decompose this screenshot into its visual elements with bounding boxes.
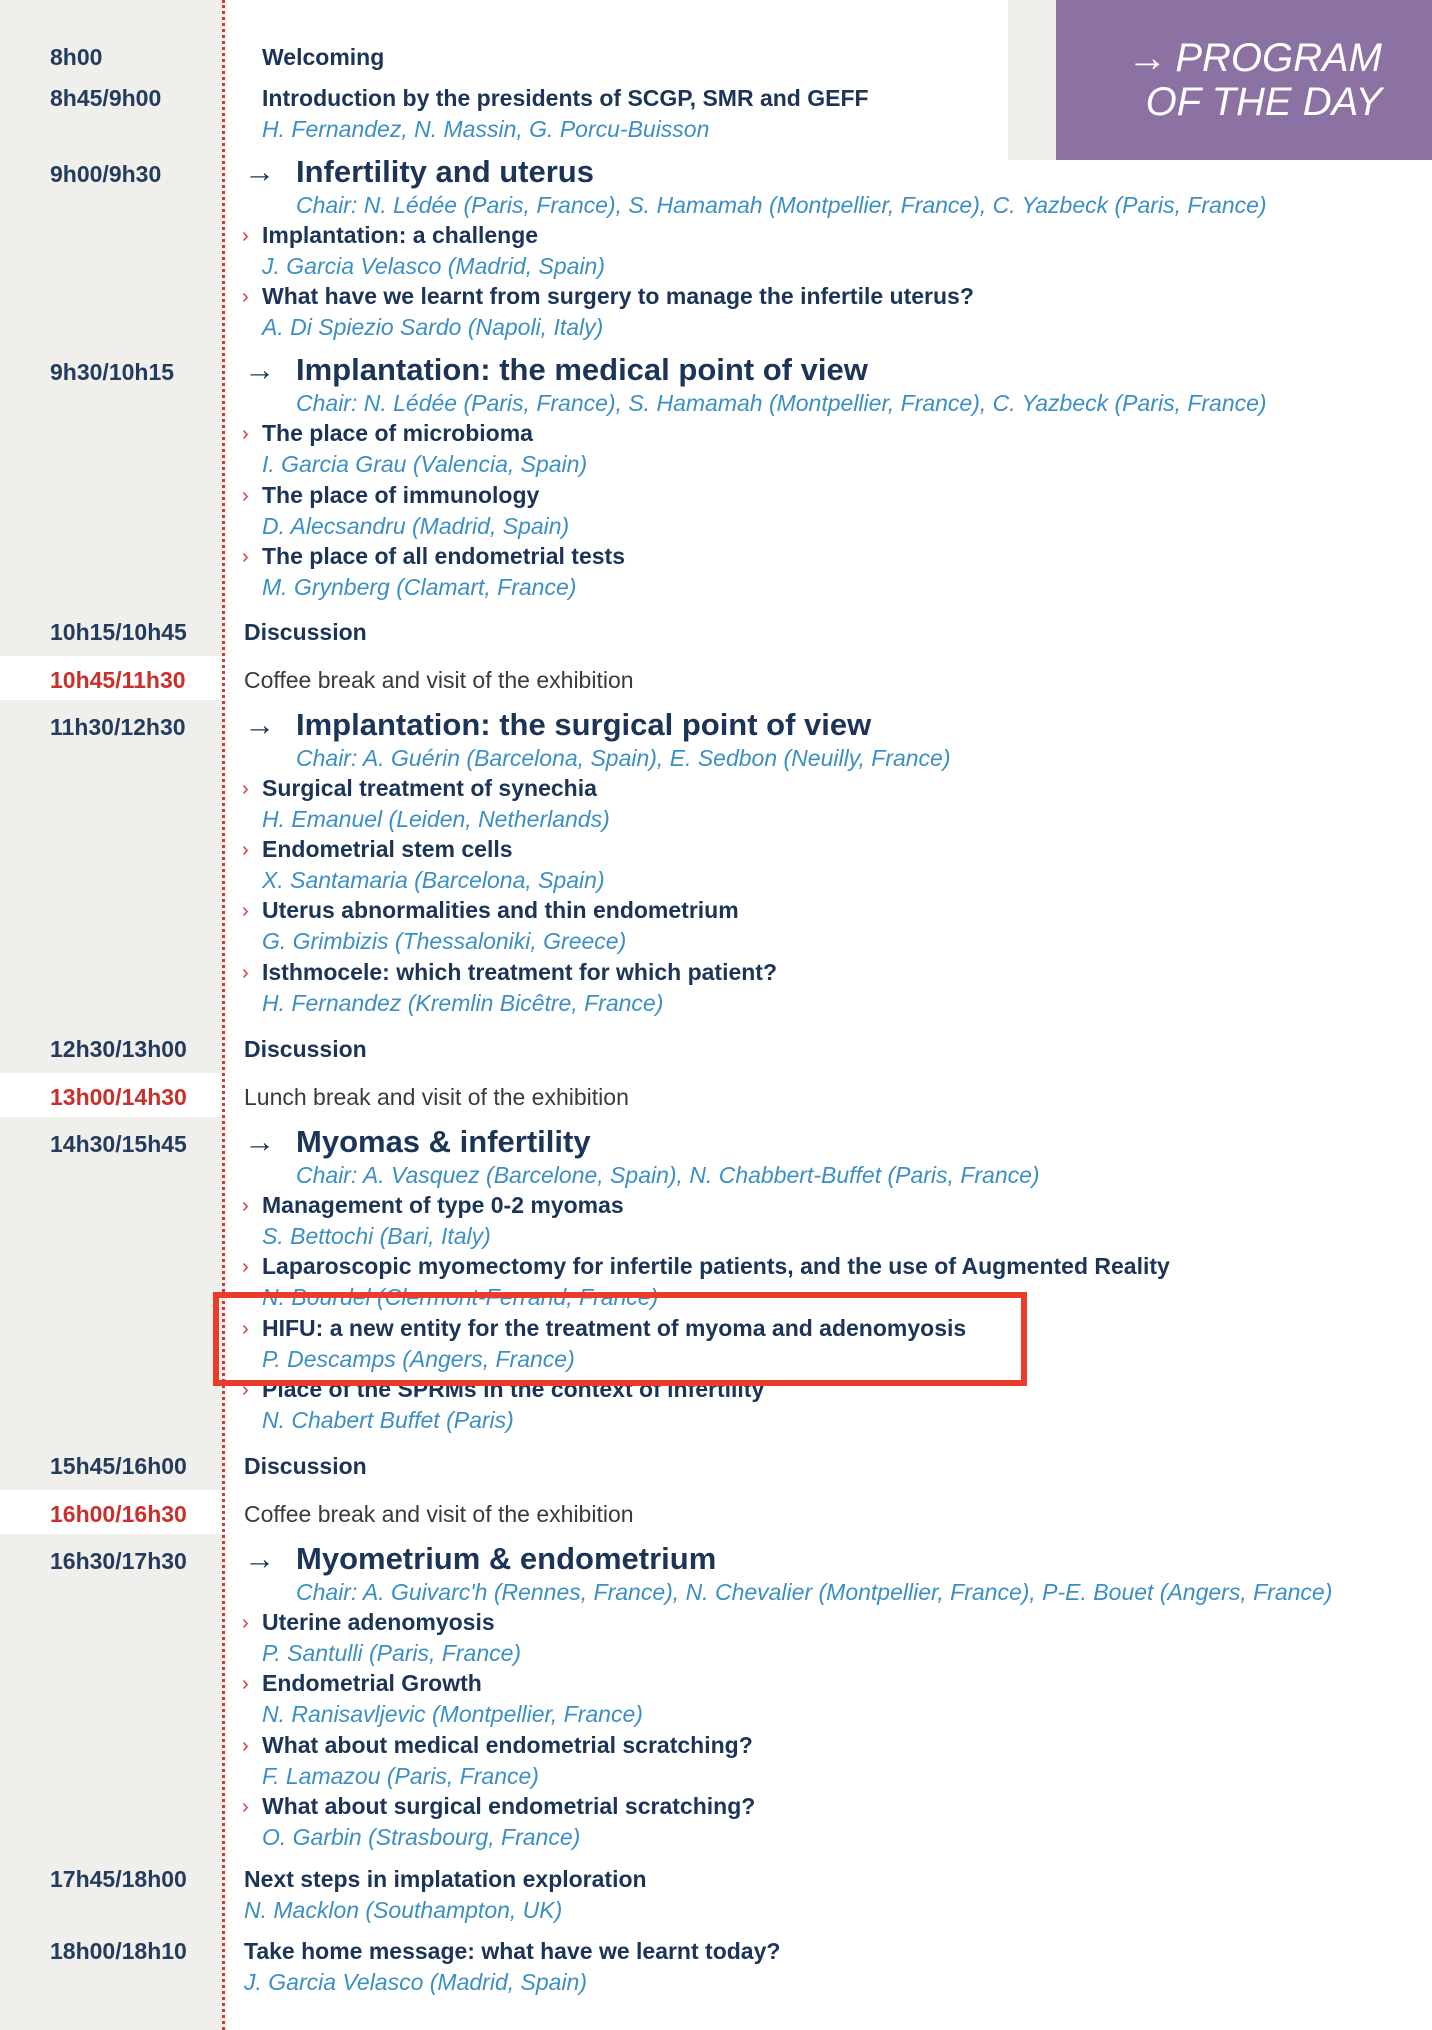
talk-title: Management of type 0-2 myomas: [262, 1192, 624, 1218]
chevron-right-icon: ›: [242, 485, 249, 507]
talk-title: The place of microbioma: [262, 420, 533, 446]
talk-speaker: X. Santamaria (Barcelona, Spain): [262, 867, 605, 893]
session-heading: [244, 707, 871, 743]
timeline-dotted-line: [222, 0, 225, 2030]
arrow-right-icon: →: [244, 352, 275, 387]
session-title: Myometrium & endometrium: [296, 1541, 717, 1576]
coffee-break-band-1: [0, 656, 1432, 700]
talk-title: Implantation: a challenge: [262, 222, 539, 248]
time-label: 18h00/18h10: [50, 1938, 187, 1964]
talk-title: What about medical endometrial scratching?: [262, 1732, 753, 1758]
chevron-right-icon: ›: [242, 1195, 249, 1217]
arrow-right-icon: →: [244, 154, 275, 189]
chevron-right-icon: ›: [242, 900, 249, 922]
session-heading: [244, 154, 594, 190]
chevron-right-icon: ›: [242, 1735, 249, 1757]
talk-speaker: A. Di Spiezio Sardo (Napoli, Italy): [262, 314, 604, 340]
time-label: 16h30/17h30: [50, 1548, 187, 1574]
talk-speaker: N. Ranisavljevic (Montpellier, France): [262, 1701, 643, 1727]
chevron-right-icon: ›: [242, 839, 249, 861]
discussion-label: Discussion: [244, 1453, 367, 1479]
closing-talk-title: Next steps in implatation exploration: [244, 1866, 647, 1892]
talk-speaker: P. Santulli (Paris, France): [262, 1640, 522, 1666]
discussion-label: Discussion: [244, 619, 367, 645]
highlight-box: [213, 1292, 1027, 1386]
chevron-right-icon: ›: [242, 1318, 249, 1340]
break-time-label: 16h00/16h30: [50, 1501, 187, 1527]
time-label: 14h30/15h45: [50, 1131, 187, 1157]
talk-speaker: O. Garbin (Strasbourg, France): [262, 1824, 581, 1850]
arrow-right-icon: →: [244, 1124, 275, 1159]
time-label: 8h00: [50, 44, 103, 70]
talk-speaker: N. Bourdel (Clermont-Ferrand, France): [262, 1284, 659, 1310]
break-time-label: 13h00/14h30: [50, 1084, 187, 1110]
talk-title: What about surgical endometrial scratching?: [262, 1793, 756, 1819]
time-label: 15h45/16h00: [50, 1453, 187, 1479]
banner-title-line2: OF THE DAY: [1145, 80, 1382, 124]
talk-title: Uterine adenomyosis: [262, 1609, 495, 1635]
chevron-right-icon: ›: [242, 546, 249, 568]
chevron-right-icon: ›: [242, 778, 249, 800]
chevron-right-icon: ›: [242, 423, 249, 445]
time-label: 17h45/18h00: [50, 1866, 187, 1892]
program-banner: [1056, 0, 1432, 160]
time-label: 10h15/10h45: [50, 619, 187, 645]
time-label: 12h30/13h00: [50, 1036, 187, 1062]
session-heading: [244, 352, 868, 388]
session-chair: Chair: A. Vasquez (Barcelone, Spain), N. Chabbert-Buffet (Paris, France): [296, 1162, 1040, 1188]
session-title: Implantation: the surgical point of view: [296, 707, 872, 742]
talk-speaker: P. Descamps (Angers, France): [262, 1346, 575, 1372]
discussion-label: Discussion: [244, 1036, 367, 1062]
break-time-label: 10h45/11h30: [50, 667, 186, 693]
banner-title: [1127, 36, 1382, 124]
talk-speaker: H. Fernandez (Kremlin Bicêtre, France): [262, 990, 664, 1016]
top-gray-block: [1008, 0, 1056, 160]
session-chair: Chair: A. Guivarc'h (Rennes, France), N. Chevalier (Montpellier, France), P-E. Bouet (Angers, France): [296, 1579, 1333, 1605]
talk-title: Place of the SPRMs in the context of infertility: [262, 1376, 765, 1402]
closing-talk-speaker: N. Macklon (Southampton, UK): [244, 1897, 563, 1923]
talk-title: What have we learnt from surgery to manage the infertile uterus?: [262, 283, 974, 309]
arrow-right-icon: →: [244, 707, 275, 742]
welcoming-label: Welcoming: [262, 44, 385, 70]
time-label: 8h45/9h00: [50, 85, 162, 111]
session-heading: [244, 1124, 591, 1160]
session-heading: [244, 1541, 716, 1577]
talk-title: Isthmocele: which treatment for which patient?: [262, 959, 778, 985]
talk-speaker: G. Grimbizis (Thessaloniki, Greece): [262, 928, 627, 954]
intro-speakers: H. Fernandez, N. Massin, G. Porcu-Buisson: [262, 116, 710, 142]
break-label: Coffee break and visit of the exhibition: [244, 1501, 634, 1527]
chevron-right-icon: ›: [242, 1796, 249, 1818]
chevron-right-icon: ›: [242, 962, 249, 984]
talk-title: Surgical treatment of synechia: [262, 775, 597, 801]
talk-speaker: F. Lamazou (Paris, France): [262, 1763, 539, 1789]
session-title: Implantation: the medical point of view: [296, 352, 868, 387]
arrow-right-icon: →: [244, 1541, 275, 1576]
intro-title: Introduction by the presidents of SCGP, SMR and GEFF: [262, 85, 869, 111]
time-label: 9h30/10h15: [50, 359, 175, 385]
chevron-right-icon: ›: [242, 1256, 249, 1278]
chevron-right-icon: ›: [242, 286, 249, 308]
break-label: Lunch break and visit of the exhibition: [244, 1084, 629, 1110]
time-label: 9h00/9h30: [50, 161, 162, 187]
talk-title: HIFU: a new entity for the treatment of myoma and adenomyosis: [262, 1315, 967, 1341]
talk-title: Laparoscopic myomectomy for infertile patients, and the use of Augmented Reality: [262, 1253, 1170, 1279]
chevron-right-icon: ›: [242, 1379, 249, 1401]
talk-speaker: I. Garcia Grau (Valencia, Spain): [262, 451, 588, 477]
talk-title: The place of all endometrial tests: [262, 543, 625, 569]
talk-speaker: S. Bettochi (Bari, Italy): [262, 1223, 491, 1249]
talk-speaker: J. Garcia Velasco (Madrid, Spain): [262, 253, 606, 279]
time-column-background: [0, 0, 227, 2030]
break-label: Coffee break and visit of the exhibition: [244, 667, 634, 693]
session-chair: Chair: N. Lédée (Paris, France), S. Hamamah (Montpellier, France), C. Yazbeck (Paris, France): [296, 390, 1267, 416]
lunch-break-band: [0, 1073, 1432, 1117]
time-label: 11h30/12h30: [50, 714, 186, 740]
talk-title: Uterus abnormalities and thin endometrium: [262, 897, 739, 923]
talk-title: The place of immunology: [262, 482, 540, 508]
session-chair: Chair: N. Lédée (Paris, France), S. Hamamah (Montpellier, France), C. Yazbeck (Paris, France): [296, 192, 1267, 218]
session-chair: Chair: A. Guérin (Barcelona, Spain), E. Sedbon (Neuilly, France): [296, 745, 951, 771]
talk-title: Endometrial stem cells: [262, 836, 513, 862]
chevron-right-icon: ›: [242, 225, 249, 247]
arrow-right-icon: →: [1127, 36, 1168, 80]
chevron-right-icon: ›: [242, 1673, 249, 1695]
talk-speaker: M. Grynberg (Clamart, France): [262, 574, 577, 600]
talk-speaker: H. Emanuel (Leiden, Netherlands): [262, 806, 610, 832]
chevron-right-icon: ›: [242, 1612, 249, 1634]
closing-talk-title: Take home message: what have we learnt today?: [244, 1938, 781, 1964]
session-title: Infertility and uterus: [296, 154, 594, 189]
coffee-break-band-2: [0, 1490, 1432, 1534]
talk-speaker: N. Chabert Buffet (Paris): [262, 1407, 514, 1433]
talk-title: Endometrial Growth: [262, 1670, 482, 1696]
session-title: Myomas & infertility: [296, 1124, 591, 1159]
talk-speaker: D. Alecsandru (Madrid, Spain): [262, 513, 570, 539]
closing-talk-speaker: J. Garcia Velasco (Madrid, Spain): [244, 1969, 588, 1995]
banner-title-line1: PROGRAM: [1175, 36, 1382, 80]
